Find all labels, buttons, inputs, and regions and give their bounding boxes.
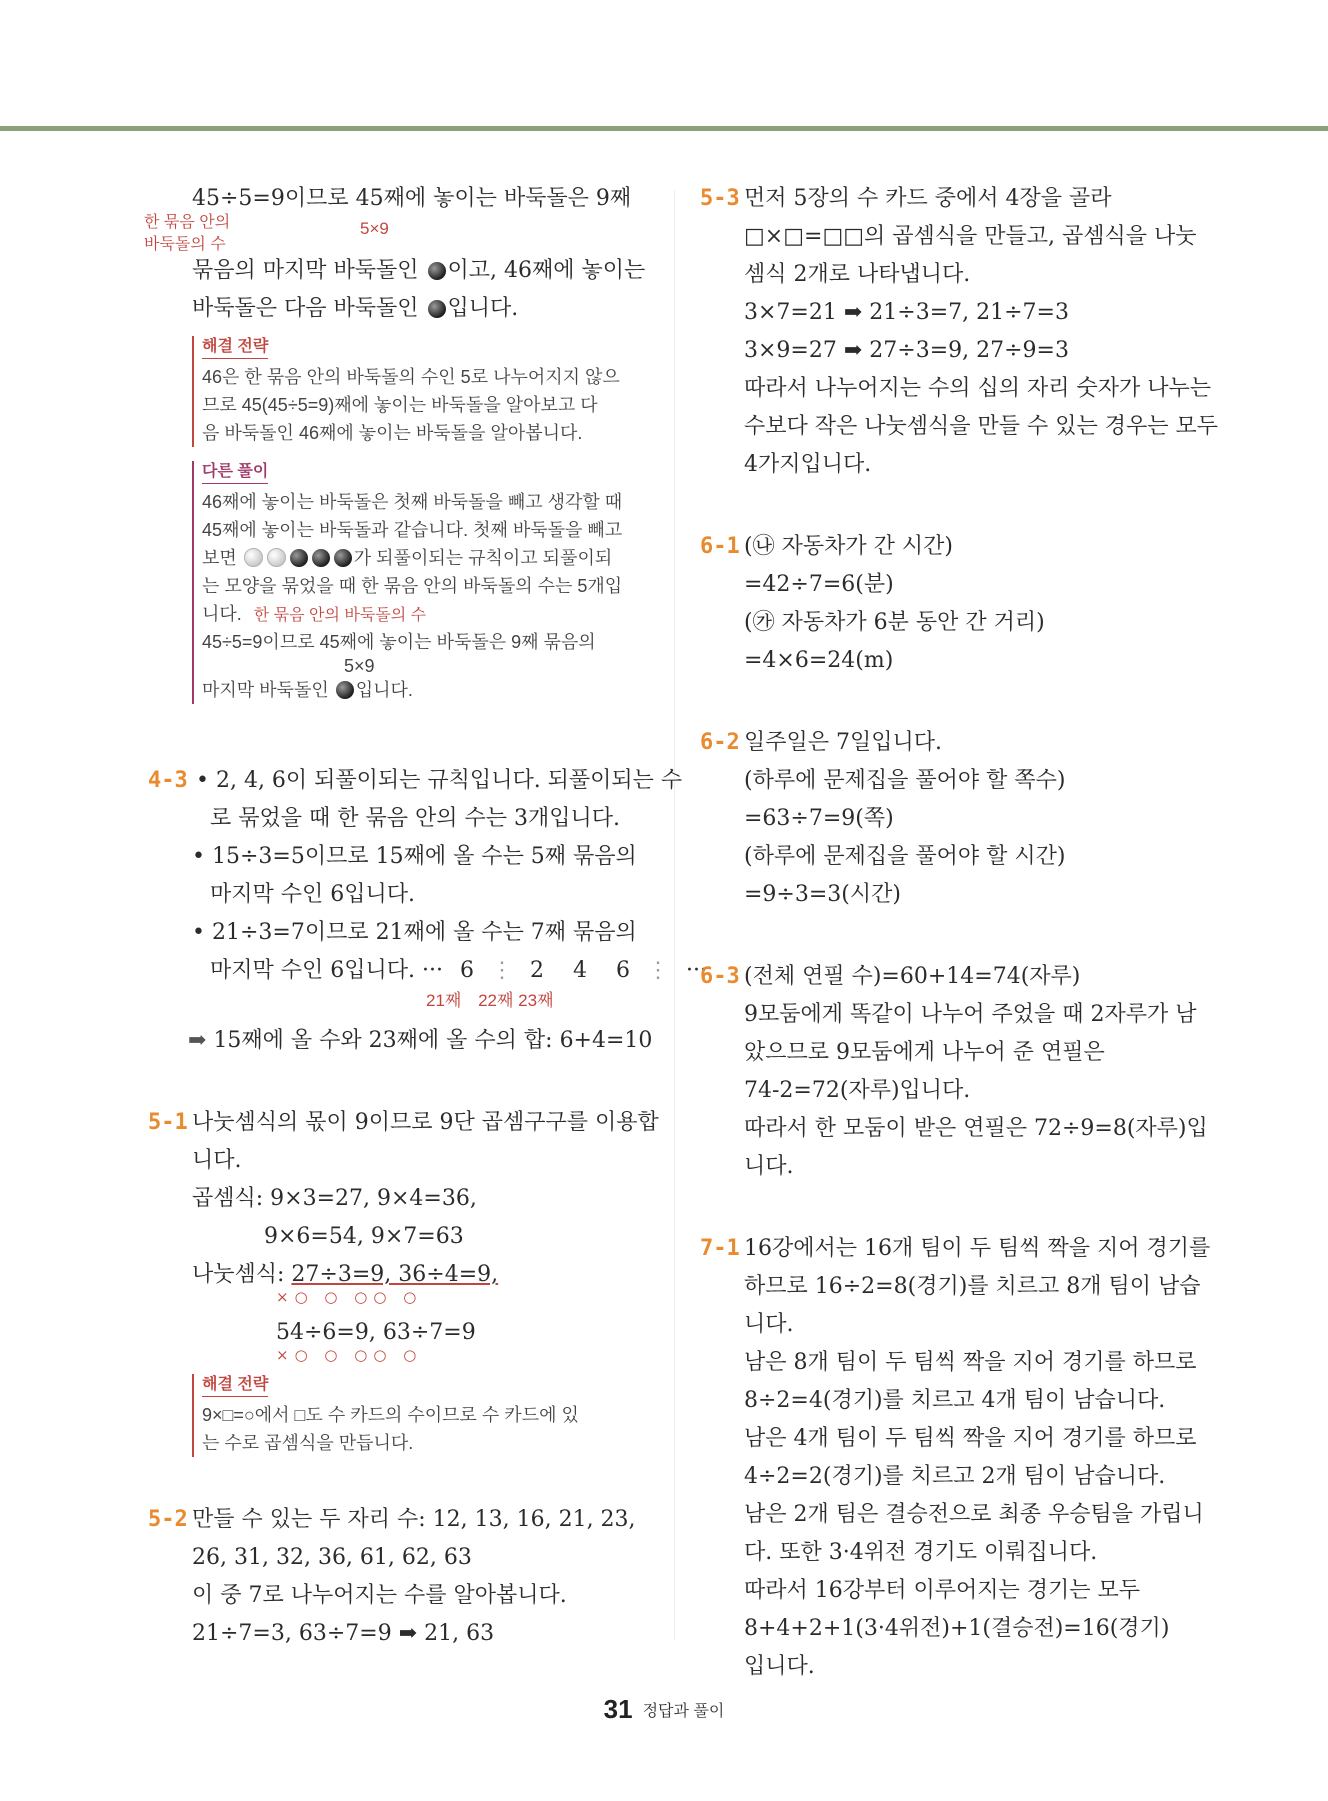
problem-number: 6-1 bbox=[700, 534, 740, 559]
sequence-number: 4 bbox=[572, 958, 587, 983]
text-fragment: 입니다. bbox=[355, 680, 413, 700]
solution-line bbox=[148, 952, 707, 990]
white-stone-icon bbox=[244, 548, 263, 567]
solution-line bbox=[148, 1260, 648, 1290]
solution-line: • 2, 4, 6이 되풀이되는 규칙입니다. 되풀이되는 수 bbox=[196, 768, 683, 793]
alt-line: 45÷5=9이므로 45째에 놓이는 바둑돌은 9째 묶음의 bbox=[202, 632, 596, 652]
alt-solution-box bbox=[192, 461, 648, 704]
solution-line bbox=[148, 1022, 653, 1060]
solution-line: 4가지입니다. bbox=[744, 452, 872, 477]
solution-line: 9×6=54, 9×7=63 bbox=[264, 1224, 464, 1249]
solution-line: 다. 또한 3·4위전 경기도 이뤄집니다. bbox=[744, 1540, 1098, 1565]
right-column bbox=[700, 180, 1218, 1686]
solution-line: 하므로 16÷2=8(경기)를 치르고 8개 팀이 남습 bbox=[744, 1274, 1201, 1299]
solution-line: =4×6=24(m) bbox=[744, 648, 894, 673]
sequence-number: 6 bbox=[615, 958, 630, 983]
footer-label: 정답과 풀이 bbox=[642, 1703, 725, 1720]
alt-line bbox=[202, 544, 648, 572]
separator: ⋮ bbox=[646, 958, 669, 983]
solution-line: =9÷3=3(시간) bbox=[744, 882, 901, 907]
solution-line: □×□=□□의 곱셈식을 만들고, 곱셈식을 나눗 bbox=[744, 224, 1197, 249]
solution-line: 따라서 한 모둠이 받은 연필은 72÷9=8(자루)입 bbox=[744, 1116, 1208, 1141]
solution-line: (하루에 문제집을 풀어야 할 쪽수) bbox=[744, 768, 1066, 793]
solution-line: 니다. bbox=[744, 1154, 794, 1179]
text-fragment: 27÷3=9, 36÷4=9, bbox=[291, 1262, 499, 1287]
text-fragment: 바둑돌은 다음 바둑돌인 bbox=[192, 296, 426, 321]
text-fragment: 니다. bbox=[202, 604, 242, 624]
strategy-line: 9×□=○에서 □도 수 카드의 수이므로 수 카드에 있 bbox=[202, 1405, 579, 1425]
black-stone-icon bbox=[290, 549, 308, 567]
header-rule bbox=[0, 126, 1328, 131]
solution-line: =42÷7=6(분) bbox=[744, 572, 894, 597]
solution-line: 9모둠에게 똑같이 나누어 주었을 때 2자루가 남 bbox=[744, 1002, 1197, 1027]
sequence-ellipsis: ··· bbox=[685, 958, 707, 983]
solution-line: 입니다. bbox=[744, 1654, 815, 1679]
black-stone-icon bbox=[428, 300, 446, 318]
mark-row: ×○ ○ ○○ ○ bbox=[276, 1288, 423, 1306]
problem-6-1 bbox=[700, 528, 1200, 680]
solution-line: 따라서 16강부터 이루어지는 경기는 모두 bbox=[744, 1578, 1140, 1603]
strategy-line: 는 수로 곱셈식을 만듭니다. bbox=[202, 1433, 414, 1453]
problem-number: 7-1 bbox=[700, 1236, 740, 1261]
problem-5-1 bbox=[148, 1104, 659, 1457]
solution-line: 남은 8개 팀이 두 팀씩 짝을 지어 경기를 하므로 bbox=[744, 1350, 1197, 1375]
intro-line bbox=[148, 290, 648, 328]
solution-line: 26, 31, 32, 36, 61, 62, 63 bbox=[192, 1545, 472, 1570]
solution-line: 먼저 5장의 수 카드 중에서 4장을 골라 bbox=[744, 186, 1112, 211]
intro-line bbox=[148, 252, 648, 290]
strategy-line: 음 바둑돌인 46째에 놓이는 바둑돌을 알아봅니다. bbox=[202, 423, 583, 443]
solution-line: 니다. bbox=[744, 1312, 794, 1337]
solution-line: 8+4+2+1(3·4위전)+1(결승전)=16(경기) bbox=[744, 1616, 1170, 1641]
black-stone-icon bbox=[312, 549, 330, 567]
solution-line: 만들 수 있는 두 자리 수: 12, 13, 16, 21, 23, bbox=[192, 1507, 636, 1532]
problem-number: 4-3 bbox=[148, 768, 188, 793]
text-fragment: 나눗셈식: bbox=[192, 1262, 292, 1287]
page-number: 31 bbox=[603, 1694, 633, 1724]
solution-line: 따라서 나누어지는 수의 십의 자리 숫자가 나누는 bbox=[744, 376, 1212, 401]
sequence-label: 22째 bbox=[478, 991, 514, 1010]
solution-line: • 21÷3=7이므로 21째에 올 수는 7째 묶음의 bbox=[192, 920, 637, 945]
problem-6-2 bbox=[700, 724, 1200, 914]
solution-line: 셈식 2개로 나타냅니다. bbox=[744, 262, 971, 287]
problem-number: 5-1 bbox=[148, 1110, 188, 1135]
alt-line: 46째에 놓이는 바둑돌은 첫째 바둑돌을 빼고 생각할 때 bbox=[202, 492, 623, 512]
text-fragment: 보면 bbox=[202, 548, 242, 568]
solution-line: 54÷6=9, 63÷7=9 bbox=[276, 1320, 476, 1345]
alt-solution-tag: 다른 풀이 bbox=[202, 461, 268, 484]
solution-line: 일주일은 7일입니다. bbox=[744, 730, 942, 755]
intro-note-line: 바둑돌의 수 bbox=[144, 236, 226, 253]
problem-number: 6-2 bbox=[700, 730, 740, 755]
problem-number: 5-2 bbox=[148, 1507, 188, 1532]
intro-sub-note: 5×9 bbox=[360, 219, 389, 238]
problem-number: 5-3 bbox=[700, 186, 740, 211]
alt-line bbox=[202, 600, 648, 628]
problem-7-1 bbox=[700, 1230, 1211, 1686]
solution-line: (㉮ 자동차가 6분 동안 간 거리) bbox=[744, 610, 1045, 635]
strategy-tag: 해결 전략 bbox=[202, 1374, 268, 1397]
solution-line: 3×7=21 ➡ 21÷3=7, 21÷7=3 bbox=[744, 300, 1069, 325]
solution-line: 21÷7=3, 63÷7=9 ➡ 21, 63 bbox=[192, 1621, 495, 1646]
arrow-icon: ➡ bbox=[188, 1028, 207, 1053]
solution-line: 수보다 작은 나눗셈식을 만들 수 있는 경우는 모두 bbox=[744, 414, 1218, 439]
solution-line: (전체 연필 수)=60+14=74(자루) bbox=[744, 964, 1081, 989]
strategy-tag: 해결 전략 bbox=[202, 336, 268, 359]
text-fragment: 마지막 수인 6입니다. ··· bbox=[210, 958, 443, 983]
mark-row: ×○ ○ ○○ ○ bbox=[276, 1346, 423, 1364]
left-column bbox=[144, 180, 707, 1653]
alt-line: 45째에 놓이는 바둑돌과 같습니다. 첫째 바둑돌을 빼고 bbox=[202, 520, 623, 540]
black-stone-icon bbox=[428, 262, 446, 280]
solution-line: 나눗셈식의 몫이 9이므로 9단 곱셈구구를 이용합 bbox=[192, 1110, 659, 1135]
page-footer bbox=[0, 1694, 1328, 1725]
text-fragment: 묶음의 마지막 바둑돌인 bbox=[192, 258, 426, 283]
solution-line: 곱셈식: 9×3=27, 9×4=36, bbox=[192, 1186, 477, 1211]
strategy-box bbox=[192, 336, 648, 447]
text-fragment: 15째에 올 수와 23째에 올 수의 합: 6+4=10 bbox=[213, 1028, 653, 1053]
solution-line: 16강에서는 16개 팀이 두 팀씩 짝을 지어 경기를 bbox=[744, 1236, 1211, 1261]
sequence-number: 2 bbox=[529, 958, 544, 983]
solution-line: 4÷2=2(경기)를 치르고 2개 팀이 남습니다. bbox=[744, 1464, 1166, 1489]
problem-5-3 bbox=[700, 180, 1218, 484]
solution-line: 마지막 수인 6입니다. bbox=[210, 882, 415, 907]
black-stone-icon bbox=[334, 549, 352, 567]
strategy-box bbox=[192, 1374, 648, 1457]
white-stone-icon bbox=[267, 548, 286, 567]
sequence-labels bbox=[148, 990, 648, 1012]
problem-5-2 bbox=[148, 1501, 648, 1653]
solution-line: (㉯ 자동차가 간 시간) bbox=[744, 534, 953, 559]
solution-line: 남은 4개 팀이 두 팀씩 짝을 지어 경기를 하므로 bbox=[744, 1426, 1197, 1451]
problem-6-3 bbox=[700, 958, 1208, 1186]
strategy-line: 46은 한 묶음 안의 바둑돌의 수인 5로 나누어지지 않으 bbox=[202, 367, 620, 387]
sequence-label: 23째 bbox=[518, 991, 554, 1010]
text-fragment: 가 되풀이되는 규칙이고 되풀이되 bbox=[353, 548, 613, 568]
column-divider bbox=[674, 190, 675, 1640]
solution-line: • 15÷3=5이므로 15째에 올 수는 5째 묶음의 bbox=[192, 844, 637, 869]
solution-line: 이 중 7로 나누어지는 수를 알아봅니다. bbox=[192, 1583, 567, 1608]
solution-line: 8÷2=4(경기)를 치르고 4개 팀이 남습니다. bbox=[744, 1388, 1166, 1413]
solution-line: 74-2=72(자루)입니다. bbox=[744, 1078, 971, 1103]
solution-line: 남은 2개 팀은 결승전으로 최종 우승팀을 가립니 bbox=[744, 1502, 1204, 1527]
intro-note bbox=[144, 212, 230, 256]
separator: ⋮ bbox=[490, 958, 513, 983]
problem-4-3 bbox=[148, 762, 707, 1060]
intro-note-line: 한 묶음 안의 bbox=[144, 214, 231, 231]
text-fragment: 이고, 46째에 놓이는 bbox=[447, 258, 646, 283]
alt-sub-note: 5×9 bbox=[344, 656, 375, 676]
problem-number: 6-3 bbox=[700, 964, 740, 989]
black-stone-icon bbox=[336, 681, 354, 699]
intro-line: 45÷5=9이므로 45째에 놓이는 바둑돌은 9째 bbox=[192, 186, 632, 211]
sequence-label: 21째 bbox=[426, 991, 462, 1010]
text-fragment: 입니다. bbox=[447, 296, 519, 321]
solution-line: 3×9=27 ➡ 27÷3=9, 27÷9=3 bbox=[744, 338, 1069, 363]
strategy-line: 므로 45(45÷5=9)째에 놓이는 바둑돌을 알아보고 다 bbox=[202, 395, 598, 415]
solution-line: =63÷7=9(쪽) bbox=[744, 806, 894, 831]
sequence-number: 6 bbox=[459, 958, 474, 983]
intro-block bbox=[144, 180, 648, 328]
solution-line: (하루에 문제집을 풀어야 할 시간) bbox=[744, 844, 1066, 869]
text-fragment: 마지막 바둑돌인 bbox=[202, 680, 334, 700]
alt-line bbox=[202, 676, 648, 704]
solution-line: 로 묶었을 때 한 묶음 안의 수는 3개입니다. bbox=[210, 806, 620, 831]
alt-note: 한 묶음 안의 바둑돌의 수 bbox=[253, 607, 427, 624]
solution-line: 았으므로 9모둠에게 나누어 준 연필은 bbox=[744, 1040, 1105, 1065]
solution-line: 니다. bbox=[192, 1148, 242, 1173]
alt-line: 는 모양을 묶었을 때 한 묶음 안의 바둑돌의 수는 5개입 bbox=[202, 576, 623, 596]
